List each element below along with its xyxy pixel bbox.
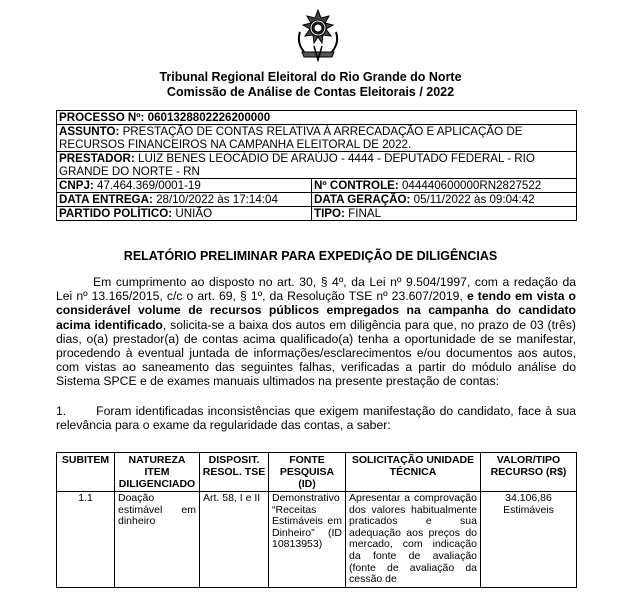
court-name: Tribunal Regional Eleitoral do Rio Grande do Norte — [159, 70, 462, 84]
geracao-cell — [312, 193, 577, 207]
controle-cell — [312, 179, 577, 193]
intro-text-2: , solicita-se a baixa dos autos em diligência para que, no prazo de 03 (três) dias, o(a) prestador(a) de contas acima qualificado(a) tenha a oportunidade de se manifestar, procedendo à eventual juntada de informações/esclarecimentos e/ou documentos aos autos, com vistas ao saneamento das seguintes falhas, verificadas a partir do módulo análise do Sistema SPCE e de exames manuais ultimados na presente prestação de contas: — [56, 317, 576, 389]
geracao-value: 05/11/2022 às 09:04:42 — [413, 193, 535, 206]
entrega-value: 28/10/2022 às 17:14:04 — [156, 193, 278, 206]
item-1-text: Foram identificadas inconsistências que exigem manifestação do candidato, face à sua relevância para o exame da regularidade das contas, a saber: — [56, 403, 577, 432]
controle-value: 044440600000RN2827522 — [401, 179, 542, 192]
prestador-cell — [57, 152, 577, 179]
prestador-label: PRESTADOR: — [59, 152, 135, 165]
cell-disposit: Art. 58, I e II — [200, 492, 269, 588]
tipo-cell — [312, 207, 577, 221]
cnpj-label: CNPJ: — [59, 179, 94, 192]
assunto-cell — [57, 125, 577, 152]
entrega-label: DATA ENTREGA: — [59, 193, 153, 206]
intro-text-1: Em cumprimento ao disposto no art. 30, § 4º, da Lei nº 9.504/1997, com a redação da Lei nº 13.165/2015, c/c o art. 69, § 1º, da Resolução TSE nº 23.607/2019, — [56, 275, 576, 304]
partido-value: UNIÃO — [175, 207, 213, 220]
cell-natureza: Doação estimável em dinheiro — [115, 492, 200, 588]
cell-subitem: 1.1 — [57, 492, 115, 588]
cnpj-value: 47.464.369/0001-19 — [97, 179, 201, 192]
col-subitem: SUBITEM — [57, 453, 115, 492]
col-valor: VALOR/TIPO RECURSO (R$) — [481, 453, 577, 492]
coat-of-arms-emblem — [292, 8, 344, 62]
report-body — [56, 275, 576, 432]
controle-label: Nº CONTROLE: — [314, 179, 399, 192]
geracao-label: DATA GERAÇÃO: — [314, 193, 411, 206]
processo-value: 0601328802226200000 — [147, 111, 271, 124]
assunto-value: PRESTAÇÃO DE CONTAS RELATIVA À ARRECADAÇÃO E APLICAÇÃO DE RECURSOS FINANCEIROS NA CAMPANHA ELEITORAL DE 2022. — [59, 125, 523, 151]
col-natureza: NATUREZA ITEM DILIGENCIADO — [115, 453, 200, 492]
entrega-cell — [57, 193, 312, 207]
cnpj-cell — [57, 179, 312, 193]
tipo-value: FINAL — [348, 207, 382, 220]
col-fonte: FONTE PESQUISA (ID) — [269, 453, 346, 492]
item-1-paragraph — [56, 404, 576, 432]
assunto-label: ASSUNTO: — [59, 125, 120, 138]
partido-cell — [57, 207, 312, 221]
processo-label: PROCESSO Nº: — [59, 111, 145, 124]
diligence-table — [56, 452, 577, 588]
partido-label: PARTIDO POLÍTICO: — [59, 207, 173, 220]
diligence-header-row — [57, 453, 577, 492]
item-1-number: 1. — [56, 403, 67, 418]
commission-name: Comissão de Análise de Contas Eleitorais / 2022 — [166, 85, 455, 99]
processo-cell — [57, 111, 577, 125]
intro-paragraph — [56, 275, 576, 389]
process-info-table — [56, 110, 577, 221]
cell-solicitacao: Apresentar a comprovação dos valores habitualmente praticados e sua adequação aos preços do mercado, com indicação da fonte de avaliação (fonte de avaliação da cessão de — [346, 492, 481, 588]
cell-fonte: Demonstrativo “Receitas Estimáveis em Dinheiro” (ID 10813953) — [269, 492, 346, 588]
intro-text-bold: e tendo em vista o considerável volume de recursos públicos empregados na campanha do candidato acima identificado — [56, 289, 576, 332]
prestador-value: LUIZ BENES LEOCÁDIO DE ARAÚJO - 4444 - DEPUTADO FEDERAL - RIO GRANDE DO NORTE - RN — [59, 152, 535, 178]
report-title: RELATÓRIO PRELIMINAR PARA EXPEDIÇÃO DE DILIGÊNCIAS — [123, 249, 498, 263]
tipo-label: TIPO: — [314, 207, 345, 220]
col-disposit: DISPOSIT. RESOL. TSE — [200, 453, 269, 492]
cell-valor: 34.106,86 Estimáveis — [481, 492, 577, 588]
table-row — [57, 492, 577, 588]
col-solicitacao: SOLICITAÇÃO UNIDADE TÉCNICA — [346, 453, 481, 492]
